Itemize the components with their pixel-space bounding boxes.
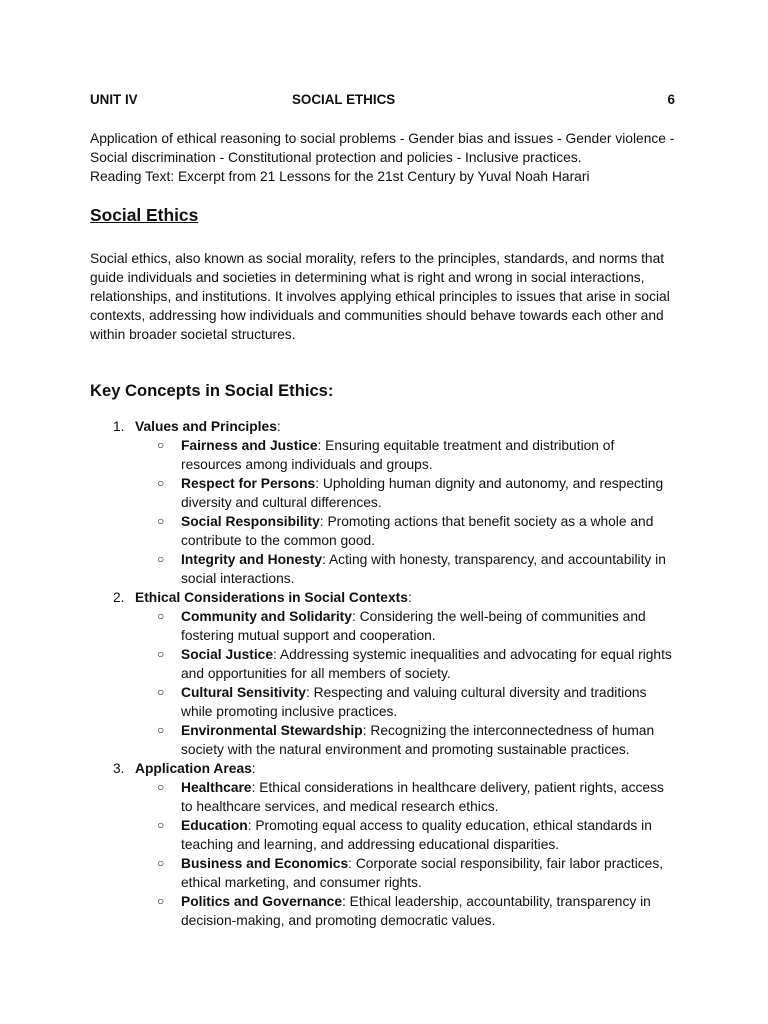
- circle-bullet-icon: ○: [157, 552, 165, 566]
- unit-header: [90, 92, 680, 110]
- item-description-continued: society with the natural environment and promoting sustainable practices.: [181, 742, 630, 757]
- list-item: [135, 550, 680, 588]
- syllabus-line: Social discrimination - Constitutional protection and policies - Inclusive practices.: [90, 150, 582, 165]
- item-description-continued: fostering mutual support and cooperation.: [181, 628, 436, 643]
- item-term: Social Justice: [181, 647, 274, 662]
- intro-line: guide individuals and societies in determining what is right and wrong in social interactions,: [90, 270, 645, 285]
- circle-bullet-icon: ○: [157, 609, 165, 623]
- syllabus-paragraph: [90, 129, 680, 186]
- item-description-continued: while promoting inclusive practices.: [181, 704, 398, 719]
- item-description: : Upholding human dignity and autonomy, and respecting: [315, 476, 664, 491]
- document-page: [90, 92, 680, 930]
- item-description-continued: to healthcare services, and medical research ethics.: [181, 799, 499, 814]
- item-term: Community and Solidarity: [181, 609, 352, 624]
- item-term: Fairness and Justice: [181, 438, 318, 453]
- category-number: 2.: [113, 590, 125, 605]
- list-item: [135, 816, 680, 854]
- item-term: Politics and Governance: [181, 894, 343, 909]
- reading-text-line: Reading Text: Excerpt from 21 Lessons for the 21st Century by Yuval Noah Harari: [90, 169, 590, 184]
- circle-bullet-icon: ○: [157, 685, 165, 699]
- list-item: [135, 854, 680, 892]
- item-term: Social Responsibility: [181, 514, 320, 529]
- list-item: [135, 436, 680, 474]
- intro-line: within broader societal structures.: [90, 327, 296, 342]
- item-description: : Recognizing the interconnectedness of human: [362, 723, 655, 738]
- item-description-continued: resources among individuals and groups.: [181, 457, 433, 472]
- item-description: : Acting with honesty, transparency, and accountability in: [322, 552, 666, 567]
- circle-bullet-icon: ○: [157, 894, 165, 908]
- circle-bullet-icon: ○: [157, 780, 165, 794]
- unit-label: UNIT IV: [90, 92, 138, 107]
- item-term: Respect for Persons: [181, 476, 316, 491]
- item-description-continued: diversity and cultural differences.: [181, 495, 382, 510]
- list-item: [135, 474, 680, 512]
- concept-category: [90, 417, 680, 588]
- circle-bullet-icon: ○: [157, 438, 165, 452]
- key-concepts-title: Key Concepts in Social Ethics:: [90, 381, 334, 400]
- item-term: Healthcare: [181, 780, 252, 795]
- list-item: [135, 721, 680, 759]
- category-number: 1.: [113, 419, 125, 434]
- unit-hours: 6: [667, 92, 675, 107]
- item-description: : Addressing systemic inequalities and advocating for equal rights: [273, 647, 672, 662]
- intro-line: Social ethics, also known as social morality, refers to the principles, standards, and norms that: [90, 251, 665, 266]
- category-colon: :: [276, 419, 281, 434]
- category-label: Values and Principles: [135, 419, 277, 434]
- item-description-continued: decision-making, and promoting democratic values.: [181, 913, 496, 928]
- item-description: : Considering the well-being of communities and: [351, 609, 646, 624]
- category-number: 3.: [113, 761, 125, 776]
- item-term: Integrity and Honesty: [181, 552, 323, 567]
- circle-bullet-icon: ○: [157, 818, 165, 832]
- list-item: [135, 683, 680, 721]
- section-title: Social Ethics: [90, 205, 199, 225]
- concept-items: [135, 778, 680, 930]
- item-description-continued: social interactions.: [181, 571, 295, 586]
- list-item: [135, 607, 680, 645]
- item-description: : Promoting actions that benefit society as a whole and: [319, 514, 654, 529]
- intro-line: relationships, and institutions. It involves applying ethical principles to issues that arise in social: [90, 289, 670, 304]
- unit-title: SOCIAL ETHICS: [292, 92, 396, 107]
- item-description: : Ethical leadership, accountability, transparency in: [342, 894, 651, 909]
- circle-bullet-icon: ○: [157, 856, 165, 870]
- circle-bullet-icon: ○: [157, 514, 165, 528]
- category-colon: :: [407, 590, 412, 605]
- concept-items: [135, 436, 680, 588]
- item-term: Environmental Stewardship: [181, 723, 363, 738]
- list-item: [135, 892, 680, 930]
- circle-bullet-icon: ○: [157, 476, 165, 490]
- item-description: : Promoting equal access to quality education, ethical standards in: [247, 818, 652, 833]
- item-term: Education: [181, 818, 248, 833]
- key-concepts-list: [90, 417, 680, 930]
- item-description: : Corporate social responsibility, fair labor practices,: [348, 856, 664, 871]
- list-item: [135, 512, 680, 550]
- list-item: [135, 645, 680, 683]
- item-description-continued: teaching and learning, and addressing educational disparities.: [181, 837, 560, 852]
- item-term: Cultural Sensitivity: [181, 685, 306, 700]
- item-description-continued: and opportunities for all members of society.: [181, 666, 451, 681]
- intro-paragraph: [90, 249, 680, 344]
- category-label: Ethical Considerations in Social Contexts: [135, 590, 408, 605]
- concept-category: [90, 588, 680, 759]
- concept-category: [90, 759, 680, 930]
- item-description: : Ethical considerations in healthcare delivery, patient rights, access: [251, 780, 664, 795]
- category-colon: :: [251, 761, 256, 776]
- circle-bullet-icon: ○: [157, 723, 165, 737]
- item-description-continued: contribute to the common good.: [181, 533, 376, 548]
- item-description-continued: ethical marketing, and consumer rights.: [181, 875, 422, 890]
- concept-items: [135, 607, 680, 759]
- list-item: [135, 778, 680, 816]
- item-description: : Ensuring equitable treatment and distribution of: [317, 438, 615, 453]
- circle-bullet-icon: ○: [157, 647, 165, 661]
- intro-line: contexts, addressing how individuals and communities should behave towards each other and: [90, 308, 664, 323]
- item-description: : Respecting and valuing cultural diversity and traditions: [305, 685, 647, 700]
- syllabus-line: Application of ethical reasoning to social problems - Gender bias and issues - Gender violence -: [90, 131, 675, 146]
- item-term: Business and Economics: [181, 856, 349, 871]
- category-label: Application Areas: [135, 761, 252, 776]
